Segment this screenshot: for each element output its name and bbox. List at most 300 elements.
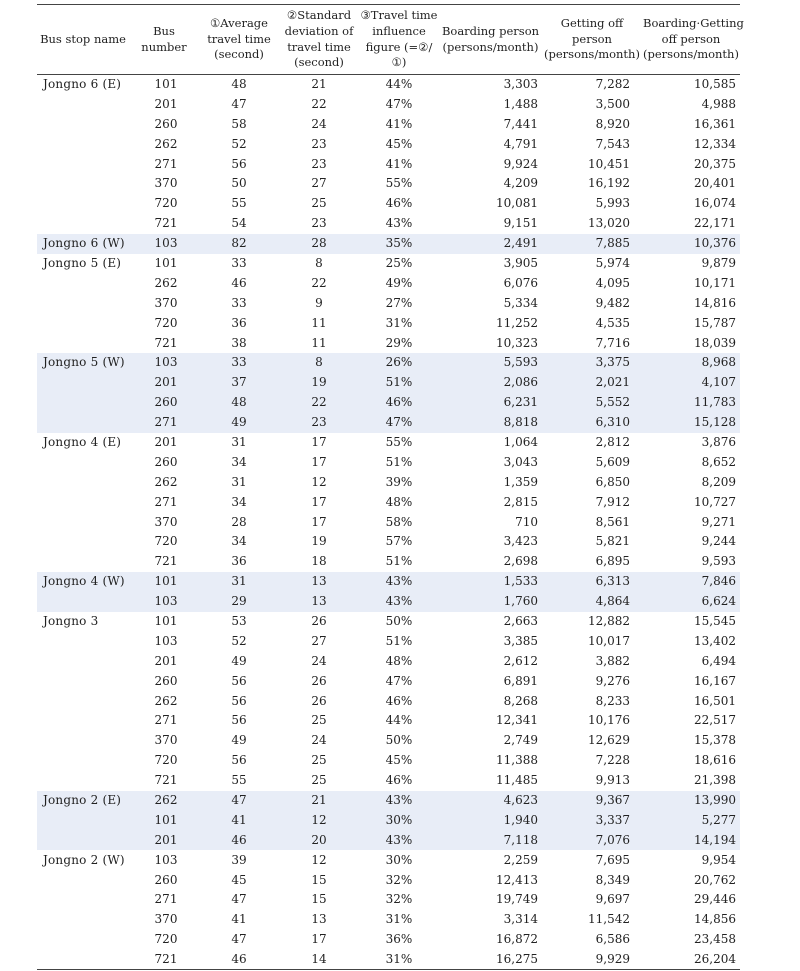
- table-row: [37, 691, 740, 711]
- cell-bus-number: 271: [154, 892, 178, 907]
- table-row: [37, 313, 740, 333]
- cell-average-travel-time: 47: [231, 932, 247, 947]
- cell-bus-stop-name: Jongno 3: [43, 613, 99, 628]
- cell-influence-figure: 51%: [385, 554, 413, 569]
- cell-bus-stop-name: [37, 810, 129, 830]
- cell-bus-stop-name: Jongno 2 (E): [37, 791, 129, 811]
- cell-getting-off: 2,021: [542, 373, 642, 393]
- cell-bus-number: 720: [154, 753, 178, 768]
- cell-influence-figure: 45%: [385, 136, 413, 151]
- cell-bus-stop-name: [37, 930, 129, 950]
- cell-influence-figure: 44%: [385, 77, 413, 92]
- cell-getting-off: 10,017: [588, 633, 630, 648]
- cell-average-travel-time: 41: [231, 912, 247, 927]
- cell-boarding: 11,252: [496, 315, 538, 330]
- table-row: [37, 214, 740, 234]
- cell-boarding: 10,081: [496, 196, 538, 211]
- cell-boarding-getting-off: 10,585: [694, 77, 736, 92]
- cell-std-dev: 25: [311, 773, 327, 788]
- cell-bus-stop-name: [37, 273, 129, 293]
- cell-boarding: 1,760: [439, 592, 542, 612]
- table-row: [37, 75, 740, 95]
- cell-average-travel-time: 36: [231, 315, 247, 330]
- cell-getting-off: 4,095: [595, 275, 630, 290]
- cell-influence-figure: 35%: [359, 234, 439, 254]
- cell-std-dev: 23: [311, 156, 327, 171]
- cell-boarding: 5,593: [439, 353, 542, 373]
- bus-stop-table: [37, 4, 744, 970]
- cell-boarding-getting-off: 7,846: [642, 572, 740, 592]
- cell-boarding-getting-off: 20,401: [694, 176, 736, 191]
- cell-boarding-getting-off: 18,616: [694, 753, 736, 768]
- cell-average-travel-time: 56: [231, 713, 247, 728]
- cell-std-dev: 12: [279, 810, 359, 830]
- cell-influence-figure: 43%: [359, 572, 439, 592]
- cell-getting-off: 7,912: [595, 494, 630, 509]
- table-row: [37, 333, 740, 353]
- cell-getting-off: 13,020: [588, 216, 630, 231]
- cell-boarding-getting-off: 11,783: [642, 393, 740, 413]
- cell-bus-stop-name: [37, 214, 129, 234]
- table-row: [37, 552, 740, 572]
- table-row: [37, 791, 740, 811]
- cell-influence-figure: 46%: [385, 693, 413, 708]
- cell-std-dev: 25: [311, 753, 327, 768]
- cell-bus-stop-name: [37, 830, 129, 850]
- table-row: [37, 771, 740, 791]
- cell-getting-off: 9,913: [595, 773, 630, 788]
- cell-bus-number: 260: [154, 872, 178, 887]
- cell-bus-stop-name: [37, 114, 129, 134]
- cell-average-travel-time: 56: [231, 673, 247, 688]
- cell-bus-stop-name: [37, 134, 129, 154]
- cell-boarding: 1,940: [439, 810, 542, 830]
- cell-getting-off: 9,367: [542, 791, 642, 811]
- cell-std-dev: 15: [311, 872, 327, 887]
- table-row: [37, 393, 740, 413]
- table-row: [37, 612, 740, 632]
- cell-getting-off: 6,586: [595, 932, 630, 947]
- cell-boarding: 16,275: [439, 950, 542, 970]
- cell-std-dev: 19: [311, 534, 327, 549]
- cell-influence-figure: 30%: [385, 852, 413, 867]
- table-row: [37, 651, 740, 671]
- cell-influence-figure: 55%: [385, 434, 413, 449]
- cell-average-travel-time: 29: [199, 592, 279, 612]
- cell-boarding: 8,818: [439, 413, 542, 433]
- cell-boarding-getting-off: 13,990: [642, 791, 740, 811]
- cell-bus-number: 370: [154, 912, 178, 927]
- cell-influence-figure: 32%: [385, 892, 413, 907]
- cell-average-travel-time: 50: [231, 176, 247, 191]
- cell-boarding: 9,924: [503, 156, 538, 171]
- cell-influence-figure: 44%: [385, 713, 413, 728]
- cell-getting-off: 3,500: [595, 96, 630, 111]
- cell-influence-figure: 41%: [385, 156, 413, 171]
- cell-getting-off: 9,276: [595, 673, 630, 688]
- table-row: [37, 890, 740, 910]
- cell-bus-stop-name: [37, 472, 129, 492]
- cell-bus-number: 101: [154, 613, 178, 628]
- header-boarding-getting-off-person: Boarding·Getting off person (persons/month): [642, 5, 740, 75]
- cell-average-travel-time: 56: [231, 693, 247, 708]
- cell-boarding-getting-off: 10,171: [694, 275, 736, 290]
- table-row: [37, 234, 740, 254]
- cell-getting-off: 6,850: [595, 474, 630, 489]
- cell-getting-off: 7,716: [595, 335, 630, 350]
- cell-bus-number: 201: [154, 434, 178, 449]
- cell-average-travel-time: 46: [231, 275, 247, 290]
- cell-bus-stop-name: [37, 512, 129, 532]
- cell-influence-figure: 31%: [385, 912, 413, 927]
- cell-getting-off: 11,542: [588, 912, 630, 927]
- cell-boarding-getting-off: 21,398: [694, 773, 736, 788]
- cell-bus-number: 101: [154, 255, 178, 270]
- cell-std-dev: 20: [279, 830, 359, 850]
- cell-bus-stop-name: [37, 313, 129, 333]
- cell-bus-number: 201: [129, 373, 199, 393]
- cell-boarding: 2,698: [503, 554, 538, 569]
- cell-average-travel-time: 47: [199, 791, 279, 811]
- cell-std-dev: 23: [311, 216, 327, 231]
- cell-getting-off: 3,882: [595, 653, 630, 668]
- cell-std-dev: 15: [311, 892, 327, 907]
- table-row: [37, 830, 740, 850]
- cell-bus-number: 262: [154, 693, 178, 708]
- cell-boarding-getting-off: 14,816: [694, 295, 736, 310]
- cell-boarding-getting-off: 29,446: [694, 892, 736, 907]
- table-row: [37, 711, 740, 731]
- table-row: [37, 134, 740, 154]
- cell-boarding: 6,891: [503, 673, 538, 688]
- cell-std-dev: 24: [311, 116, 327, 131]
- cell-boarding: 5,334: [503, 295, 538, 310]
- cell-boarding-getting-off: 15,378: [694, 733, 736, 748]
- cell-boarding-getting-off: 8,968: [642, 353, 740, 373]
- cell-getting-off: 12,882: [588, 613, 630, 628]
- cell-std-dev: 17: [311, 514, 327, 529]
- cell-boarding: 710: [515, 514, 538, 529]
- cell-average-travel-time: 82: [199, 234, 279, 254]
- cell-boarding: 2,815: [503, 494, 538, 509]
- cell-std-dev: 22: [279, 393, 359, 413]
- cell-boarding: 4,623: [439, 791, 542, 811]
- cell-boarding: 2,086: [439, 373, 542, 393]
- cell-boarding: 1,533: [439, 572, 542, 592]
- cell-average-travel-time: 34: [231, 534, 247, 549]
- cell-average-travel-time: 33: [199, 353, 279, 373]
- cell-bus-number: 103: [129, 353, 199, 373]
- cell-boarding-getting-off: 16,361: [694, 116, 736, 131]
- table-row: [37, 572, 740, 592]
- cell-influence-figure: 50%: [385, 613, 413, 628]
- cell-bus-stop-name: [37, 910, 129, 930]
- cell-bus-number: 103: [154, 633, 178, 648]
- cell-average-travel-time: 45: [231, 872, 247, 887]
- cell-getting-off: 5,821: [595, 534, 630, 549]
- cell-boarding-getting-off: 22,517: [694, 713, 736, 728]
- cell-boarding: 4,791: [503, 136, 538, 151]
- cell-bus-stop-name: [37, 552, 129, 572]
- cell-boarding: 3,314: [503, 912, 538, 927]
- cell-bus-number: 103: [129, 234, 199, 254]
- cell-boarding-getting-off: 9,879: [701, 255, 736, 270]
- cell-average-travel-time: 38: [231, 335, 247, 350]
- cell-std-dev: 12: [311, 474, 327, 489]
- cell-bus-number: 720: [154, 315, 178, 330]
- cell-bus-number: 721: [154, 554, 178, 569]
- cell-boarding: 1,359: [503, 474, 538, 489]
- cell-boarding-getting-off: 4,988: [701, 96, 736, 111]
- cell-influence-figure: 36%: [385, 932, 413, 947]
- cell-average-travel-time: 56: [231, 156, 247, 171]
- cell-boarding: 7,441: [503, 116, 538, 131]
- cell-average-travel-time: 46: [199, 830, 279, 850]
- cell-std-dev: 11: [311, 335, 327, 350]
- cell-bus-number: 101: [129, 572, 199, 592]
- cell-bus-number: 262: [154, 474, 178, 489]
- cell-boarding: 2,663: [503, 613, 538, 628]
- table-row: [37, 452, 740, 472]
- cell-bus-stop-name: [37, 890, 129, 910]
- cell-influence-figure: 55%: [385, 176, 413, 191]
- table-row: [37, 194, 740, 214]
- cell-influence-figure: 43%: [359, 830, 439, 850]
- cell-boarding-getting-off: 13,402: [694, 633, 736, 648]
- cell-boarding-getting-off: 9,593: [701, 554, 736, 569]
- cell-std-dev: 17: [311, 454, 327, 469]
- cell-boarding-getting-off: 14,856: [694, 912, 736, 927]
- cell-average-travel-time: 37: [199, 373, 279, 393]
- cell-bus-number: 271: [154, 156, 178, 171]
- cell-std-dev: 19: [279, 373, 359, 393]
- cell-average-travel-time: 31: [199, 572, 279, 592]
- cell-influence-figure: 31%: [385, 315, 413, 330]
- cell-average-travel-time: 34: [231, 454, 247, 469]
- table-row: [37, 850, 740, 870]
- cell-influence-figure: 43%: [359, 791, 439, 811]
- table-row: [37, 671, 740, 691]
- cell-std-dev: 17: [311, 932, 327, 947]
- cell-bus-stop-name: Jongno 4 (E): [43, 434, 122, 449]
- cell-bus-number: 370: [154, 733, 178, 748]
- cell-getting-off: 7,228: [595, 753, 630, 768]
- cell-boarding: 2,749: [503, 733, 538, 748]
- cell-std-dev: 26: [311, 693, 327, 708]
- table-body: [37, 75, 740, 970]
- cell-getting-off: 6,310: [542, 413, 642, 433]
- cell-std-dev: 18: [311, 554, 327, 569]
- cell-average-travel-time: 56: [231, 753, 247, 768]
- cell-bus-stop-name: [37, 950, 129, 970]
- header-row: [37, 5, 740, 75]
- cell-bus-stop-name: Jongno 6 (W): [37, 234, 129, 254]
- header-std-dev-travel-time: ②Standard deviation of travel time (second): [279, 5, 359, 75]
- cell-average-travel-time: 52: [231, 633, 247, 648]
- cell-bus-number: 201: [154, 96, 178, 111]
- cell-getting-off: 2,812: [595, 434, 630, 449]
- cell-influence-figure: 43%: [359, 592, 439, 612]
- cell-average-travel-time: 36: [231, 554, 247, 569]
- header-bus-stop-name: Bus stop name: [37, 5, 129, 75]
- cell-bus-stop-name: [37, 592, 129, 612]
- cell-getting-off: 7,885: [542, 234, 642, 254]
- cell-influence-figure: 57%: [385, 534, 413, 549]
- cell-boarding: 2,491: [439, 234, 542, 254]
- cell-bus-number: 720: [154, 932, 178, 947]
- cell-std-dev: 25: [311, 196, 327, 211]
- cell-bus-number: 201: [129, 830, 199, 850]
- cell-boarding-getting-off: 16,074: [694, 196, 736, 211]
- cell-std-dev: 9: [315, 295, 323, 310]
- cell-getting-off: 8,349: [595, 872, 630, 887]
- header-bus-number: Bus number: [129, 5, 199, 75]
- cell-std-dev: 13: [279, 572, 359, 592]
- table-row: [37, 751, 740, 771]
- header-average-travel-time: ①Average travel time (second): [199, 5, 279, 75]
- table-row: [37, 592, 740, 612]
- cell-average-travel-time: 33: [231, 295, 247, 310]
- cell-boarding-getting-off: 26,204: [642, 950, 740, 970]
- cell-influence-figure: 47%: [359, 413, 439, 433]
- cell-bus-number: 370: [154, 514, 178, 529]
- cell-boarding: 3,303: [503, 77, 538, 92]
- cell-average-travel-time: 58: [231, 116, 247, 131]
- cell-influence-figure: 43%: [385, 216, 413, 231]
- table-row: [37, 870, 740, 890]
- cell-bus-number: 271: [154, 494, 178, 509]
- cell-boarding-getting-off: 23,458: [694, 932, 736, 947]
- cell-bus-stop-name: [37, 751, 129, 771]
- cell-bus-number: 721: [129, 950, 199, 970]
- cell-getting-off: 3,375: [542, 353, 642, 373]
- cell-getting-off: 3,337: [542, 810, 642, 830]
- cell-boarding: 9,151: [503, 216, 538, 231]
- cell-bus-number: 103: [129, 592, 199, 612]
- cell-influence-figure: 51%: [359, 373, 439, 393]
- cell-bus-stop-name: [37, 731, 129, 751]
- cell-bus-number: 370: [154, 295, 178, 310]
- cell-boarding: 11,388: [496, 753, 538, 768]
- cell-std-dev: 23: [279, 413, 359, 433]
- cell-std-dev: 28: [279, 234, 359, 254]
- cell-average-travel-time: 49: [231, 653, 247, 668]
- table-row: [37, 273, 740, 293]
- cell-influence-figure: 51%: [385, 633, 413, 648]
- cell-std-dev: 17: [311, 494, 327, 509]
- table-row: [37, 532, 740, 552]
- cell-bus-stop-name: [37, 293, 129, 313]
- cell-average-travel-time: 39: [231, 852, 247, 867]
- cell-std-dev: 26: [311, 673, 327, 688]
- cell-bus-number: 260: [154, 116, 178, 131]
- cell-boarding: 16,872: [496, 932, 538, 947]
- cell-getting-off: 8,920: [595, 116, 630, 131]
- cell-boarding: 1,064: [503, 434, 538, 449]
- cell-bus-number: 103: [154, 852, 178, 867]
- cell-getting-off: 10,451: [588, 156, 630, 171]
- cell-bus-stop-name: Jongno 2 (W): [43, 852, 125, 867]
- cell-std-dev: 13: [311, 912, 327, 927]
- cell-bus-stop-name: [37, 771, 129, 791]
- cell-boarding-getting-off: 16,167: [694, 673, 736, 688]
- cell-boarding-getting-off: 20,762: [694, 872, 736, 887]
- table-row: [37, 293, 740, 313]
- cell-boarding-getting-off: 6,624: [642, 592, 740, 612]
- cell-influence-figure: 32%: [385, 872, 413, 887]
- cell-boarding: 3,043: [503, 454, 538, 469]
- cell-boarding-getting-off: 20,375: [694, 156, 736, 171]
- cell-bus-stop-name: [37, 711, 129, 731]
- cell-bus-stop-name: [37, 532, 129, 552]
- cell-bus-number: 721: [154, 335, 178, 350]
- cell-bus-number: 201: [154, 653, 178, 668]
- cell-boarding-getting-off: 12,334: [694, 136, 736, 151]
- table-row: [37, 472, 740, 492]
- table-row: [37, 910, 740, 930]
- cell-boarding: 12,341: [496, 713, 538, 728]
- cell-boarding: 19,749: [496, 892, 538, 907]
- cell-bus-number: 260: [129, 393, 199, 413]
- cell-boarding: 8,268: [503, 693, 538, 708]
- cell-getting-off: 5,993: [595, 196, 630, 211]
- cell-boarding-getting-off: 15,545: [694, 613, 736, 628]
- cell-bus-stop-name: [37, 631, 129, 651]
- header-boarding-person: Boarding person (persons/month): [439, 5, 542, 75]
- cell-boarding-getting-off: 16,501: [694, 693, 736, 708]
- cell-bus-stop-name: [37, 333, 129, 353]
- table-row: [37, 810, 740, 830]
- cell-influence-figure: 45%: [385, 753, 413, 768]
- cell-influence-figure: 27%: [385, 295, 413, 310]
- cell-influence-figure: 50%: [385, 733, 413, 748]
- cell-std-dev: 12: [311, 852, 327, 867]
- cell-boarding: 7,118: [439, 830, 542, 850]
- cell-average-travel-time: 48: [199, 393, 279, 413]
- cell-average-travel-time: 55: [231, 773, 247, 788]
- cell-std-dev: 13: [279, 592, 359, 612]
- cell-getting-off: 5,552: [542, 393, 642, 413]
- cell-average-travel-time: 31: [231, 474, 247, 489]
- cell-std-dev: 24: [311, 733, 327, 748]
- cell-getting-off: 7,282: [595, 77, 630, 92]
- cell-boarding-getting-off: 9,244: [701, 534, 736, 549]
- cell-boarding: 10,323: [496, 335, 538, 350]
- cell-bus-number: 101: [154, 77, 178, 92]
- table-row: [37, 512, 740, 532]
- cell-average-travel-time: 52: [231, 136, 247, 151]
- cell-influence-figure: 39%: [385, 474, 413, 489]
- cell-average-travel-time: 49: [231, 733, 247, 748]
- cell-influence-figure: 31%: [359, 950, 439, 970]
- cell-std-dev: 17: [311, 434, 327, 449]
- cell-boarding-getting-off: 10,727: [694, 494, 736, 509]
- cell-boarding: 12,413: [496, 872, 538, 887]
- cell-std-dev: 8: [315, 255, 323, 270]
- cell-bus-number: 262: [129, 791, 199, 811]
- cell-bus-number: 720: [154, 196, 178, 211]
- cell-bus-number: 101: [129, 810, 199, 830]
- table-row: [37, 373, 740, 393]
- cell-boarding-getting-off: 8,209: [701, 474, 736, 489]
- cell-boarding: 3,905: [503, 255, 538, 270]
- cell-influence-figure: 30%: [359, 810, 439, 830]
- cell-boarding: 1,488: [503, 96, 538, 111]
- cell-bus-stop-name: [37, 651, 129, 671]
- cell-getting-off: 8,233: [595, 693, 630, 708]
- cell-influence-figure: 49%: [385, 275, 413, 290]
- cell-influence-figure: 51%: [385, 454, 413, 469]
